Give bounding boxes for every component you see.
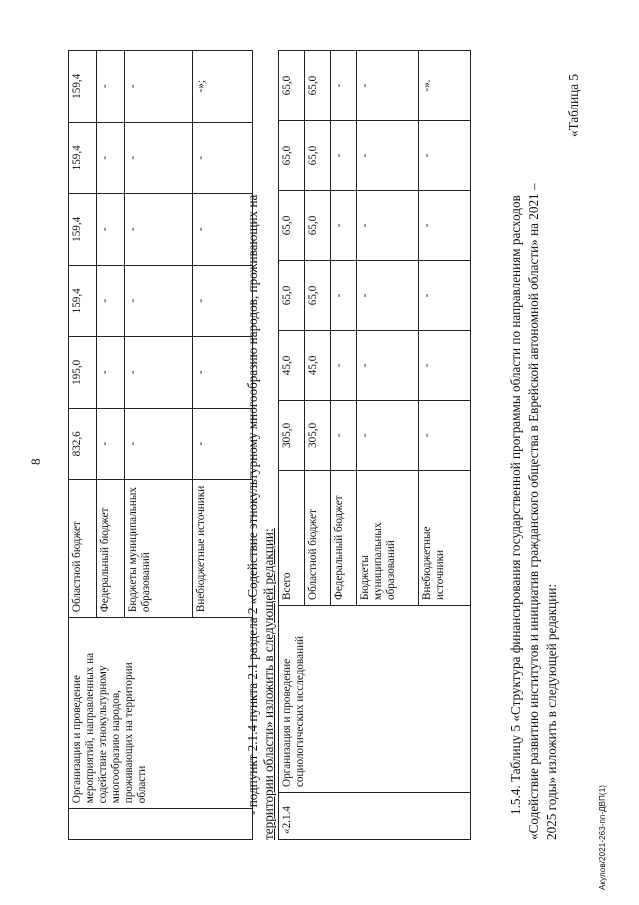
value-cell: - [331, 191, 357, 261]
value-cell: 65,0 [279, 191, 305, 261]
value-cell: - [125, 408, 193, 480]
value-cell: 65,0 [305, 191, 331, 261]
source-cell: Федеральный бюджет [97, 480, 125, 618]
source-cell: Областной бюджет [305, 470, 331, 605]
source-cell: Областной бюджет [69, 480, 97, 618]
page-number: 8 [28, 458, 43, 465]
value-cell: - [125, 51, 193, 123]
value-cell: 195,0 [69, 337, 97, 409]
value-cell: - [419, 121, 471, 191]
value-cell: 832,6 [69, 408, 97, 480]
value-cell: - [97, 51, 125, 123]
source-cell: Внебюджетные источники [193, 480, 253, 618]
value-cell: 65,0 [279, 121, 305, 191]
paragraph-line: территории области» изложить в следующей редакции: [261, 528, 276, 840]
value-cell: - [125, 122, 193, 194]
value-cell: 305,0 [279, 400, 305, 470]
value-cell: 65,0 [305, 260, 331, 330]
paragraph-line: - подпункт 2.1.4 пункта 2.1 раздела 2 «Содействие этнокультурному многообразию народов, проживающих на [245, 194, 260, 815]
paragraph-line: 2025 годы» изложить в следующей редакции: [544, 583, 559, 840]
value-cell: - [97, 408, 125, 480]
value-cell: 65,0 [305, 51, 331, 121]
value-cell: 65,0 [279, 51, 305, 121]
value-cell: 305,0 [305, 400, 331, 470]
value-cell: 65,0 [279, 260, 305, 330]
value-cell: - [357, 51, 419, 121]
value-cell: - [97, 194, 125, 266]
value-cell: 45,0 [279, 330, 305, 400]
source-cell: Бюджеты муниципальных образований [357, 470, 419, 605]
paragraph-line: «Содействие развитию институтов и инициатив гражданского общества в Еврейской автономной области» на 2021 – [526, 183, 541, 840]
value-cell: 159,4 [69, 51, 97, 123]
value-cell: - [193, 265, 253, 337]
value-cell: - [97, 337, 125, 409]
value-cell: 45,0 [305, 330, 331, 400]
value-cell: - [331, 260, 357, 330]
financing-table-top [68, 50, 253, 840]
value-cell: - [419, 260, 471, 330]
value-cell: - [97, 122, 125, 194]
source-cell: Всего [279, 470, 305, 605]
value-cell: 159,4 [69, 194, 97, 266]
value-cell: - [193, 408, 253, 480]
value-cell: - [193, 194, 253, 266]
value-cell: - [125, 337, 193, 409]
value-cell: - [357, 260, 419, 330]
value-cell: - [331, 121, 357, 191]
source-cell: Федеральный бюджет [331, 470, 357, 605]
table-row [69, 51, 97, 840]
financing-table-bottom [278, 50, 471, 840]
value-cell: - [357, 330, 419, 400]
value-cell: - [125, 194, 193, 266]
value-cell: - [419, 400, 471, 470]
measure-cell: Организация и проведение мероприятий, направленных на содействие этнокультурному многообразию народов, проживающих на территории области [69, 618, 253, 809]
value-cell: - [193, 122, 253, 194]
value-cell: - [357, 121, 419, 191]
value-cell: -». [419, 51, 471, 121]
measure-cell: Организация и проведение социологических исследований [279, 606, 471, 793]
value-cell: - [419, 191, 471, 261]
table-caption: «Таблица 5 [566, 74, 581, 137]
source-cell: Бюджеты муниципальных образований [125, 480, 193, 618]
value-cell: - [97, 265, 125, 337]
source-cell: Внебюджетные источники [419, 470, 471, 605]
document-id: Акулов/2021-263-пп-ДВП(1) [598, 784, 607, 890]
value-cell: - [331, 400, 357, 470]
item-number-cell: «2.1.4 [279, 793, 471, 840]
item-number-cell [69, 809, 253, 840]
value-cell: - [125, 265, 193, 337]
paragraph-line: 1.5.4. Таблицу 5 «Структура финансирования государственной программы области по направлениям расходов [508, 195, 523, 815]
value-cell: - [193, 337, 253, 409]
value-cell: - [357, 191, 419, 261]
value-cell: 159,4 [69, 265, 97, 337]
value-cell: - [419, 330, 471, 400]
value-cell: 159,4 [69, 122, 97, 194]
value-cell: - [331, 51, 357, 121]
value-cell: - [331, 330, 357, 400]
table-row [279, 51, 305, 840]
value-cell: -»; [193, 51, 253, 123]
value-cell: 65,0 [305, 121, 331, 191]
value-cell: - [357, 400, 419, 470]
